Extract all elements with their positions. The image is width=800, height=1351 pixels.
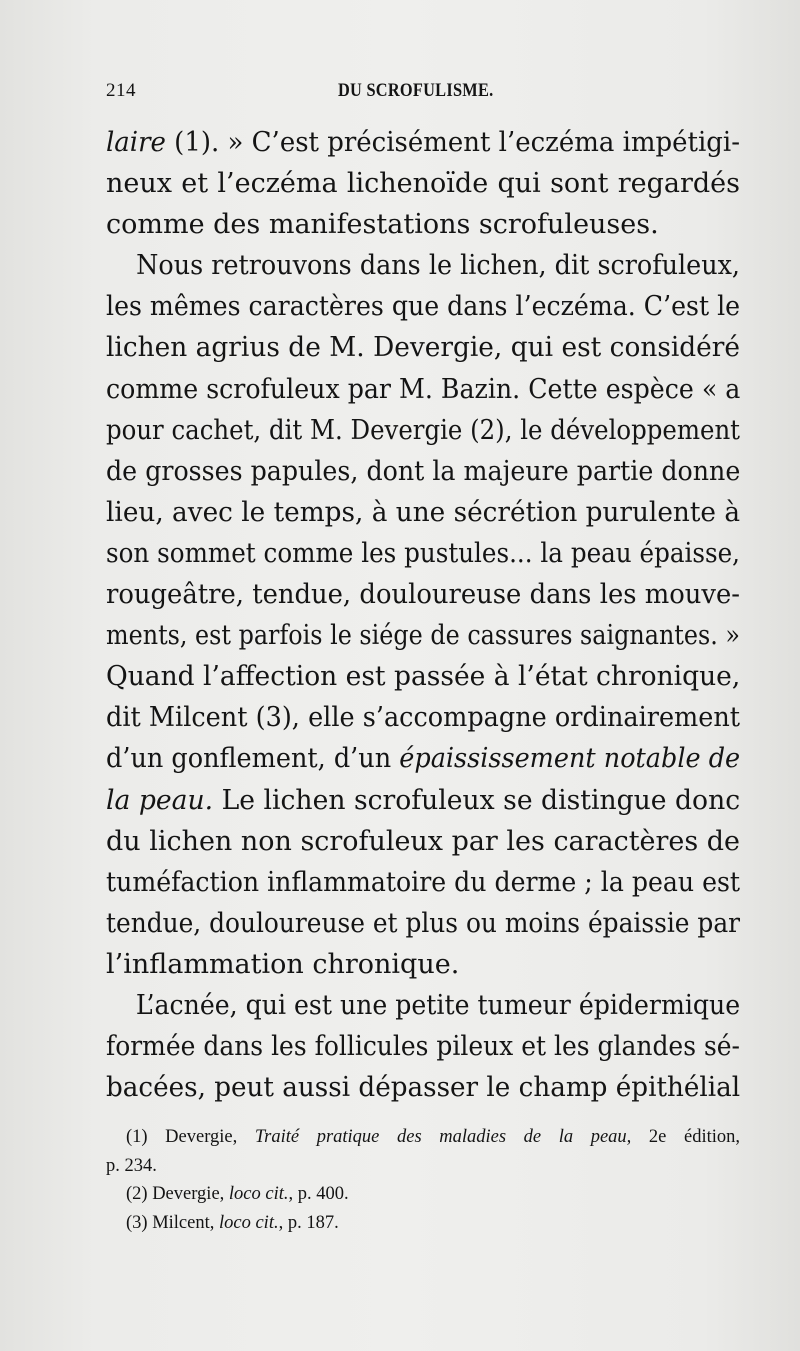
body-text: son sommet comme les pustules... la peau épaisse, [106, 537, 740, 569]
body-line [106, 697, 740, 738]
body-line [106, 738, 740, 779]
body-text: ments, est parfois le siége de cassures saignantes. » [106, 620, 740, 652]
body-text: rougeâtre, tendue, douloureuse dans les mouve- [106, 579, 741, 611]
body-line [106, 862, 740, 903]
body-line [106, 163, 740, 204]
body-line [106, 944, 740, 985]
body-italic-text: laire [106, 127, 166, 158]
body-line [106, 369, 740, 410]
body-line [106, 122, 740, 163]
body-text: pour cachet, dit M. Devergie (2), le développement [106, 414, 740, 446]
body-line [106, 286, 740, 327]
body-text: lichen agrius de M. Devergie, qui est considéré [106, 332, 741, 364]
running-title: DU SCROFULISME. [338, 80, 494, 101]
body-text: comme scrofuleux par M. Bazin. Cette espèce « a [106, 373, 741, 405]
body-text: l’inflammation chronique. [106, 948, 460, 980]
footnote-text: (1) Devergie, [126, 1127, 255, 1147]
body-text: de grosses papules, dont la majeure partie donne [106, 455, 741, 487]
footnote-text: , p. 187. [278, 1212, 339, 1233]
footnote-text: p. 234. [106, 1155, 157, 1176]
body-line [106, 410, 740, 451]
body-text: du lichen non scrofuleux par les caractères de [106, 825, 740, 857]
footnotes [106, 1123, 740, 1237]
body-text: Nous retrouvons dans le lichen, dit scrofuleux, [136, 250, 741, 282]
footnote-text: (2) Devergie, [126, 1184, 229, 1204]
body-text: L’acnée, qui est une petite tumeur épidermique [135, 989, 741, 1021]
footnote-italic-text: loco cit. [228, 1184, 289, 1204]
body-line [106, 204, 740, 245]
footnote-line [106, 1152, 740, 1181]
body-line [106, 327, 740, 368]
footnote-italic-text: Traité pratique des maladies de la peau, [254, 1127, 632, 1147]
body-line [106, 245, 740, 286]
body-line [106, 574, 740, 615]
page-number: 214 [106, 80, 136, 101]
footnote-text: (3) Milcent, [126, 1212, 219, 1233]
footnote-line [106, 1209, 740, 1238]
page-header [106, 80, 740, 110]
body-line [106, 903, 740, 944]
body-text: (1). » C’est précisément l’eczéma impétigi- [165, 127, 741, 158]
body-text: Le lichen scrofuleux se distingue donc [213, 784, 741, 816]
body-text [106, 122, 740, 1108]
body-line [106, 1026, 740, 1067]
footnote-text: 2e édition, [631, 1127, 740, 1147]
body-line [106, 615, 740, 656]
footnote-line [106, 1123, 740, 1152]
body-text: bacées, peut aussi dépasser le champ épithélial [106, 1072, 741, 1104]
body-text: les mêmes caractères que dans l’eczéma. C’est le [106, 291, 741, 323]
footnote-italic-text: loco cit. [219, 1212, 279, 1233]
footnote-text: , p. 400. [288, 1184, 349, 1204]
body-line [106, 821, 740, 862]
body-text: d’un gonflement, d’un [106, 743, 400, 775]
body-text: lieu, avec le temps, à une sécrétion purulente à [106, 496, 741, 528]
body-text: neux et l’eczéma lichenoïde qui sont regardés [106, 168, 740, 200]
footnote-line [106, 1180, 740, 1209]
body-line [106, 533, 740, 574]
body-text: comme des manifestations scrofuleuses. [106, 209, 659, 241]
body-line [106, 780, 740, 821]
body-text: tuméfaction inflammatoire du derme ; la peau est [106, 866, 741, 898]
body-text: dit Milcent (3), elle s’accompagne ordinairement [106, 702, 741, 734]
body-text: Quand l’affection est passée à l’état chronique, [106, 661, 741, 693]
body-line [106, 985, 740, 1026]
body-line [106, 492, 740, 533]
body-text: formée dans les follicules pileux et les glandes sé- [106, 1031, 741, 1063]
body-line [106, 451, 740, 492]
body-line [106, 1067, 740, 1108]
body-text: tendue, douloureuse et plus ou moins épaissie par [106, 907, 741, 939]
body-italic-text: épaississement notable de [399, 743, 741, 775]
body-line [106, 656, 740, 697]
body-italic-text: la peau. [106, 784, 214, 816]
